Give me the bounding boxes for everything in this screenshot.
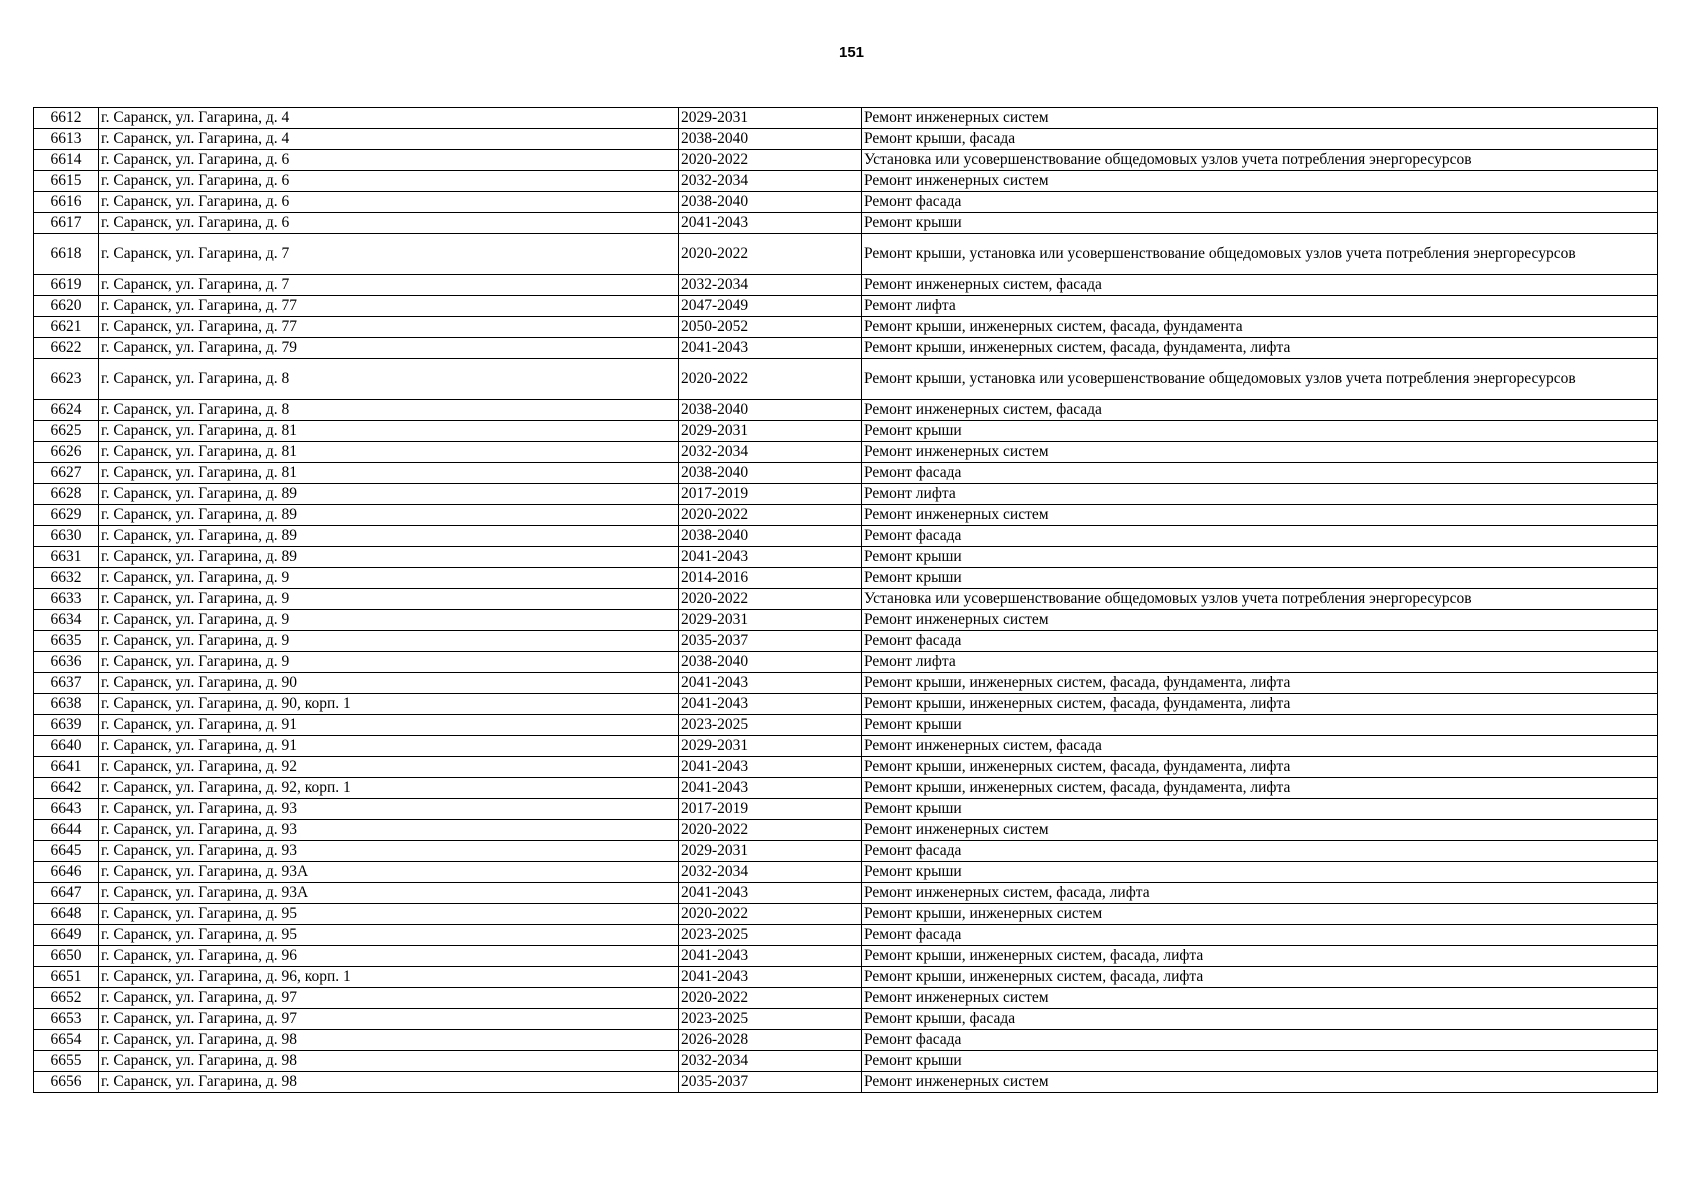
- address-cell: г. Саранск, ул. Гагарина, д. 93А: [99, 862, 679, 883]
- address-cell: г. Саранск, ул. Гагарина, д. 6: [99, 213, 679, 234]
- row-number-cell: 6641: [34, 757, 99, 778]
- works-cell: Ремонт инженерных систем: [862, 610, 1658, 631]
- address-cell: г. Саранск, ул. Гагарина, д. 6: [99, 192, 679, 213]
- row-number-cell: 6648: [34, 904, 99, 925]
- works-cell: Ремонт крыши, фасада: [862, 129, 1658, 150]
- table-row: [34, 631, 1658, 652]
- table-row: [34, 988, 1658, 1009]
- period-cell: 2041-2043: [679, 883, 862, 904]
- address-cell: г. Саранск, ул. Гагарина, д. 89: [99, 505, 679, 526]
- row-number-cell: 6622: [34, 338, 99, 359]
- table-row: [34, 547, 1658, 568]
- address-cell: г. Саранск, ул. Гагарина, д. 81: [99, 463, 679, 484]
- row-number-cell: 6632: [34, 568, 99, 589]
- table-row: [34, 129, 1658, 150]
- works-cell: Ремонт крыши: [862, 547, 1658, 568]
- period-cell: 2020-2022: [679, 505, 862, 526]
- row-number-cell: 6634: [34, 610, 99, 631]
- works-cell: Ремонт лифта: [862, 484, 1658, 505]
- period-cell: 2017-2019: [679, 799, 862, 820]
- address-cell: г. Саранск, ул. Гагарина, д. 98: [99, 1072, 679, 1093]
- period-cell: 2032-2034: [679, 862, 862, 883]
- period-cell: 2041-2043: [679, 213, 862, 234]
- period-cell: 2038-2040: [679, 129, 862, 150]
- address-cell: г. Саранск, ул. Гагарина, д. 79: [99, 338, 679, 359]
- address-cell: г. Саранск, ул. Гагарина, д. 95: [99, 925, 679, 946]
- address-cell: г. Саранск, ул. Гагарина, д. 91: [99, 715, 679, 736]
- works-cell: Ремонт фасада: [862, 526, 1658, 547]
- period-cell: 2041-2043: [679, 946, 862, 967]
- address-cell: г. Саранск, ул. Гагарина, д. 9: [99, 568, 679, 589]
- row-number-cell: 6617: [34, 213, 99, 234]
- works-cell: Ремонт крыши, инженерных систем, фасада, фундамента: [862, 317, 1658, 338]
- period-cell: 2014-2016: [679, 568, 862, 589]
- period-cell: 2041-2043: [679, 694, 862, 715]
- table-row: [34, 715, 1658, 736]
- address-cell: г. Саранск, ул. Гагарина, д. 93: [99, 799, 679, 820]
- period-cell: 2032-2034: [679, 171, 862, 192]
- period-cell: 2020-2022: [679, 359, 862, 400]
- works-cell: Ремонт фасада: [862, 463, 1658, 484]
- period-cell: 2041-2043: [679, 547, 862, 568]
- table-row: [34, 1051, 1658, 1072]
- table-row: [34, 463, 1658, 484]
- table-row: [34, 442, 1658, 463]
- row-number-cell: 6615: [34, 171, 99, 192]
- table-row: [34, 757, 1658, 778]
- row-number-cell: 6636: [34, 652, 99, 673]
- period-cell: 2020-2022: [679, 234, 862, 275]
- address-cell: г. Саранск, ул. Гагарина, д. 93: [99, 820, 679, 841]
- table-row: [34, 192, 1658, 213]
- table-row: [34, 820, 1658, 841]
- row-number-cell: 6643: [34, 799, 99, 820]
- table-row: [34, 1009, 1658, 1030]
- row-number-cell: 6653: [34, 1009, 99, 1030]
- table-row: [34, 213, 1658, 234]
- period-cell: 2041-2043: [679, 967, 862, 988]
- address-cell: г. Саранск, ул. Гагарина, д. 96, корп. 1: [99, 967, 679, 988]
- period-cell: 2017-2019: [679, 484, 862, 505]
- period-cell: 2029-2031: [679, 421, 862, 442]
- table-row: [34, 505, 1658, 526]
- address-cell: г. Саранск, ул. Гагарина, д. 97: [99, 988, 679, 1009]
- period-cell: 2038-2040: [679, 192, 862, 213]
- address-cell: г. Саранск, ул. Гагарина, д. 81: [99, 442, 679, 463]
- works-cell: Ремонт крыши, установка или усовершенствование общедомовых узлов учета потребления энергоресурсов: [862, 234, 1658, 275]
- address-cell: г. Саранск, ул. Гагарина, д. 97: [99, 1009, 679, 1030]
- works-cell: Ремонт лифта: [862, 296, 1658, 317]
- works-cell: Ремонт инженерных систем: [862, 442, 1658, 463]
- row-number-cell: 6654: [34, 1030, 99, 1051]
- address-cell: г. Саранск, ул. Гагарина, д. 89: [99, 547, 679, 568]
- address-cell: г. Саранск, ул. Гагарина, д. 8: [99, 400, 679, 421]
- period-cell: 2029-2031: [679, 736, 862, 757]
- works-cell: Ремонт крыши: [862, 421, 1658, 442]
- table-row: [34, 1030, 1658, 1051]
- address-cell: г. Саранск, ул. Гагарина, д. 4: [99, 108, 679, 129]
- address-cell: г. Саранск, ул. Гагарина, д. 6: [99, 150, 679, 171]
- address-cell: г. Саранск, ул. Гагарина, д. 89: [99, 484, 679, 505]
- table-row: [34, 234, 1658, 275]
- row-number-cell: 6612: [34, 108, 99, 129]
- address-cell: г. Саранск, ул. Гагарина, д. 9: [99, 589, 679, 610]
- table-row: [34, 1072, 1658, 1093]
- period-cell: 2032-2034: [679, 442, 862, 463]
- table-row: [34, 904, 1658, 925]
- table-row: [34, 338, 1658, 359]
- row-number-cell: 6656: [34, 1072, 99, 1093]
- table-row: [34, 841, 1658, 862]
- row-number-cell: 6647: [34, 883, 99, 904]
- address-cell: г. Саранск, ул. Гагарина, д. 4: [99, 129, 679, 150]
- row-number-cell: 6649: [34, 925, 99, 946]
- table-row: [34, 484, 1658, 505]
- period-cell: 2029-2031: [679, 108, 862, 129]
- row-number-cell: 6614: [34, 150, 99, 171]
- table-row: [34, 799, 1658, 820]
- period-cell: 2029-2031: [679, 610, 862, 631]
- address-cell: г. Саранск, ул. Гагарина, д. 77: [99, 296, 679, 317]
- period-cell: 2020-2022: [679, 150, 862, 171]
- works-cell: Ремонт инженерных систем, фасада, лифта: [862, 883, 1658, 904]
- works-cell: Ремонт крыши, инженерных систем, фасада, фундамента, лифта: [862, 757, 1658, 778]
- period-cell: 2041-2043: [679, 338, 862, 359]
- row-number-cell: 6651: [34, 967, 99, 988]
- row-number-cell: 6621: [34, 317, 99, 338]
- row-number-cell: 6650: [34, 946, 99, 967]
- works-cell: Ремонт крыши, инженерных систем, фасада, лифта: [862, 946, 1658, 967]
- works-cell: Ремонт инженерных систем: [862, 1072, 1658, 1093]
- row-number-cell: 6623: [34, 359, 99, 400]
- period-cell: 2035-2037: [679, 631, 862, 652]
- period-cell: 2029-2031: [679, 841, 862, 862]
- address-cell: г. Саранск, ул. Гагарина, д. 93: [99, 841, 679, 862]
- row-number-cell: 6642: [34, 778, 99, 799]
- table-body: [34, 108, 1658, 1093]
- address-cell: г. Саранск, ул. Гагарина, д. 77: [99, 317, 679, 338]
- period-cell: 2041-2043: [679, 757, 862, 778]
- address-cell: г. Саранск, ул. Гагарина, д. 98: [99, 1030, 679, 1051]
- row-number-cell: 6652: [34, 988, 99, 1009]
- row-number-cell: 6655: [34, 1051, 99, 1072]
- works-cell: Ремонт крыши, фасада: [862, 1009, 1658, 1030]
- period-cell: 2020-2022: [679, 988, 862, 1009]
- table-row: [34, 296, 1658, 317]
- address-cell: г. Саранск, ул. Гагарина, д. 6: [99, 171, 679, 192]
- period-cell: 2035-2037: [679, 1072, 862, 1093]
- row-number-cell: 6639: [34, 715, 99, 736]
- table-row: [34, 421, 1658, 442]
- row-number-cell: 6624: [34, 400, 99, 421]
- works-cell: Ремонт инженерных систем: [862, 820, 1658, 841]
- works-cell: Ремонт крыши, инженерных систем, фасада, фундамента, лифта: [862, 673, 1658, 694]
- table-row: [34, 275, 1658, 296]
- table-row: [34, 610, 1658, 631]
- period-cell: 2020-2022: [679, 904, 862, 925]
- table-row: [34, 568, 1658, 589]
- row-number-cell: 6633: [34, 589, 99, 610]
- works-cell: Установка или усовершенствование общедомовых узлов учета потребления энергоресурсов: [862, 150, 1658, 171]
- table-row: [34, 400, 1658, 421]
- period-cell: 2038-2040: [679, 400, 862, 421]
- table-row: [34, 171, 1658, 192]
- works-cell: Ремонт крыши, установка или усовершенствование общедомовых узлов учета потребления энергоресурсов: [862, 359, 1658, 400]
- works-cell: Ремонт инженерных систем, фасада: [862, 275, 1658, 296]
- period-cell: 2032-2034: [679, 275, 862, 296]
- works-cell: Ремонт крыши, инженерных систем, фасада, лифта: [862, 967, 1658, 988]
- table-row: [34, 946, 1658, 967]
- period-cell: 2050-2052: [679, 317, 862, 338]
- table-row: [34, 883, 1658, 904]
- works-cell: Ремонт фасада: [862, 192, 1658, 213]
- works-cell: Ремонт инженерных систем, фасада: [862, 736, 1658, 757]
- works-cell: Ремонт лифта: [862, 652, 1658, 673]
- table-row: [34, 967, 1658, 988]
- address-cell: г. Саранск, ул. Гагарина, д. 91: [99, 736, 679, 757]
- row-number-cell: 6631: [34, 547, 99, 568]
- table-row: [34, 778, 1658, 799]
- row-number-cell: 6637: [34, 673, 99, 694]
- row-number-cell: 6618: [34, 234, 99, 275]
- table-row: [34, 925, 1658, 946]
- works-cell: Ремонт крыши: [862, 862, 1658, 883]
- period-cell: 2023-2025: [679, 1009, 862, 1030]
- period-cell: 2023-2025: [679, 925, 862, 946]
- period-cell: 2041-2043: [679, 778, 862, 799]
- works-cell: Ремонт крыши: [862, 568, 1658, 589]
- address-cell: г. Саранск, ул. Гагарина, д. 9: [99, 631, 679, 652]
- works-cell: Ремонт фасада: [862, 1030, 1658, 1051]
- row-number-cell: 6628: [34, 484, 99, 505]
- works-cell: Ремонт крыши, инженерных систем, фасада, фундамента, лифта: [862, 694, 1658, 715]
- row-number-cell: 6638: [34, 694, 99, 715]
- row-number-cell: 6627: [34, 463, 99, 484]
- address-cell: г. Саранск, ул. Гагарина, д. 93А: [99, 883, 679, 904]
- period-cell: 2026-2028: [679, 1030, 862, 1051]
- row-number-cell: 6635: [34, 631, 99, 652]
- address-cell: г. Саранск, ул. Гагарина, д. 90: [99, 673, 679, 694]
- address-cell: г. Саранск, ул. Гагарина, д. 7: [99, 234, 679, 275]
- table-row: [34, 673, 1658, 694]
- repair-schedule-table: [33, 107, 1658, 1093]
- address-cell: г. Саранск, ул. Гагарина, д. 96: [99, 946, 679, 967]
- works-cell: Ремонт крыши: [862, 1051, 1658, 1072]
- period-cell: 2023-2025: [679, 715, 862, 736]
- table-row: [34, 736, 1658, 757]
- row-number-cell: 6616: [34, 192, 99, 213]
- table-row: [34, 317, 1658, 338]
- table-row: [34, 694, 1658, 715]
- works-cell: Ремонт инженерных систем, фасада: [862, 400, 1658, 421]
- works-cell: Ремонт фасада: [862, 925, 1658, 946]
- row-number-cell: 6640: [34, 736, 99, 757]
- row-number-cell: 6630: [34, 526, 99, 547]
- table-row: [34, 862, 1658, 883]
- works-cell: Ремонт крыши, инженерных систем, фасада, фундамента, лифта: [862, 778, 1658, 799]
- period-cell: 2032-2034: [679, 1051, 862, 1072]
- address-cell: г. Саранск, ул. Гагарина, д. 92: [99, 757, 679, 778]
- address-cell: г. Саранск, ул. Гагарина, д. 81: [99, 421, 679, 442]
- address-cell: г. Саранск, ул. Гагарина, д. 98: [99, 1051, 679, 1072]
- works-cell: Ремонт крыши, инженерных систем: [862, 904, 1658, 925]
- works-cell: Ремонт инженерных систем: [862, 988, 1658, 1009]
- works-cell: Ремонт инженерных систем: [862, 505, 1658, 526]
- row-number-cell: 6625: [34, 421, 99, 442]
- table-row: [34, 150, 1658, 171]
- address-cell: г. Саранск, ул. Гагарина, д. 7: [99, 275, 679, 296]
- address-cell: г. Саранск, ул. Гагарина, д. 9: [99, 652, 679, 673]
- period-cell: 2047-2049: [679, 296, 862, 317]
- works-cell: Установка или усовершенствование общедомовых узлов учета потребления энергоресурсов: [862, 589, 1658, 610]
- address-cell: г. Саранск, ул. Гагарина, д. 95: [99, 904, 679, 925]
- works-cell: Ремонт фасада: [862, 841, 1658, 862]
- address-cell: г. Саранск, ул. Гагарина, д. 89: [99, 526, 679, 547]
- works-cell: Ремонт фасада: [862, 631, 1658, 652]
- row-number-cell: 6629: [34, 505, 99, 526]
- table-row: [34, 652, 1658, 673]
- table-row: [34, 108, 1658, 129]
- table-row: [34, 589, 1658, 610]
- period-cell: 2020-2022: [679, 589, 862, 610]
- row-number-cell: 6619: [34, 275, 99, 296]
- period-cell: 2038-2040: [679, 652, 862, 673]
- period-cell: 2038-2040: [679, 463, 862, 484]
- address-cell: г. Саранск, ул. Гагарина, д. 9: [99, 610, 679, 631]
- address-cell: г. Саранск, ул. Гагарина, д. 92, корп. 1: [99, 778, 679, 799]
- works-cell: Ремонт крыши, инженерных систем, фасада, фундамента, лифта: [862, 338, 1658, 359]
- row-number-cell: 6646: [34, 862, 99, 883]
- address-cell: г. Саранск, ул. Гагарина, д. 90, корп. 1: [99, 694, 679, 715]
- works-cell: Ремонт крыши: [862, 715, 1658, 736]
- works-cell: Ремонт крыши: [862, 213, 1658, 234]
- row-number-cell: 6613: [34, 129, 99, 150]
- table-row: [34, 359, 1658, 400]
- works-cell: Ремонт инженерных систем: [862, 171, 1658, 192]
- works-cell: Ремонт инженерных систем: [862, 108, 1658, 129]
- row-number-cell: 6645: [34, 841, 99, 862]
- row-number-cell: 6626: [34, 442, 99, 463]
- period-cell: 2041-2043: [679, 673, 862, 694]
- address-cell: г. Саранск, ул. Гагарина, д. 8: [99, 359, 679, 400]
- row-number-cell: 6620: [34, 296, 99, 317]
- period-cell: 2020-2022: [679, 820, 862, 841]
- page-number: 151: [838, 44, 865, 61]
- table-row: [34, 526, 1658, 547]
- period-cell: 2038-2040: [679, 526, 862, 547]
- row-number-cell: 6644: [34, 820, 99, 841]
- works-cell: Ремонт крыши: [862, 799, 1658, 820]
